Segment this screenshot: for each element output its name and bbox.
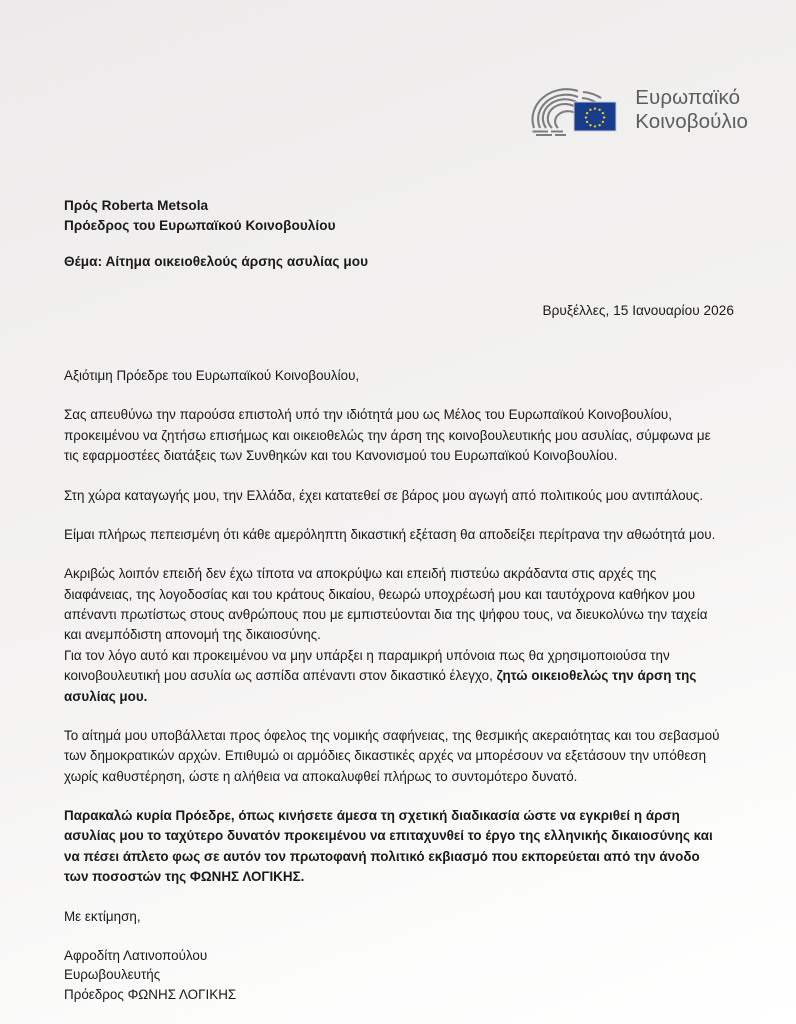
letter-body xyxy=(64,366,722,1004)
paragraph-2: Στη χώρα καταγωγής μου, την Ελλάδα, έχει κατατεθεί σε βάρος μου αγωγή από πολιτικούς μου αντιπάλους. xyxy=(64,487,704,503)
addressee-block xyxy=(64,196,336,237)
closing: Με εκτίμηση, xyxy=(64,908,141,924)
paragraph-5-emphasis: ζητώ οικειοθελώς την άρση της ασυλίας μου. xyxy=(64,668,697,704)
signature-role: Ευρωβουλευτής xyxy=(64,967,161,983)
paragraph-4: Ακριβώς λοιπόν επειδή δεν έχω τίποτα να αποκρύψω και επειδή πιστεύω ακράδαντα στις αρχές της διαφάνειας, της λογοδοσίας και του κράτους δικαίου, θεωρώ υποχρέωσή μου και ταυτόχρονα καθήκον μου απέναντι πρωτίστως στους ανθρώπους που με εμπιστεύονται δια της ψήφου τους, να διευκολύνω την ταχεία και ανεμπόδιστη απονομή της δικαιοσύνης. xyxy=(64,566,708,643)
paragraph-1: Σας απευθύνω την παρούσα επιστολή υπό την ιδιότητά μου ως Μέλος του Ευρωπαϊκού Κοινοβουλίου, προκειμένου να ζητήσω επισήμως και οικειοθελώς την άρση της κοινοβουλευτικής μου ασυλίας, σύμφωνα με τις εφαρμοστέες διατάξεις των Συνθηκών και του Κανονισμού του Ευρωπαϊκού Κοινοβουλίου. xyxy=(64,407,711,464)
signature-block xyxy=(64,946,722,1004)
signature-name: Αφροδίτη Λατινοπούλου xyxy=(64,947,208,963)
signature-title: Πρόεδρος ΦΩΝΗΣ ΛΟΓΙΚΗΣ xyxy=(64,986,237,1002)
paragraph-5-text: Για τον λόγο αυτό και προκειμένου να μην υπάρξει η παραμικρή υπόνοια πως θα χρησιμοποιούσα την κοινοβουλευτική μου ασυλία ως ασπίδα απέναντι στον δικαστικό έλεγχο, xyxy=(64,647,670,684)
wordmark-line-1: Ευρωπαϊκό xyxy=(635,86,741,110)
subject-line: Θέμα: Αίτημα οικειοθελούς άρσης ασυλίας μου xyxy=(64,254,369,269)
addressee-line-1: Πρός Roberta Metsola xyxy=(64,198,209,213)
salutation: Αξιότιμη Πρόεδρε του Ευρωπαϊκού Κοινοβουλίου, xyxy=(64,368,360,383)
paragraph-5 xyxy=(64,646,722,707)
addressee-line-2: Πρόεδρος του Ευρωπαϊκού Κοινοβουλίου xyxy=(64,218,336,234)
paragraph-3: Είμαι πλήρως πεπεισμένη ότι κάθε αμερόληπτη δικαστική εξέταση θα αποδείξει περίτρανα την αθωότητά μου. xyxy=(64,526,716,542)
paragraph-6: Το αίτημά μου υποβάλλεται προς όφελος της νομικής σαφήνειας, της θεσμικής ακεραιότητας και του σεβασμού των δημοκρατικών αρχών. Επιθυμώ οι αρμόδιες δικαστικές αρχές να μπορέσουν να εξετάσουν την υπόθεση χωρίς καθυστέρηση, ώστε η αλήθεια να αποκαλυφθεί πλήρως το συντομότερο δυνατό. xyxy=(64,727,720,784)
wordmark-line-2: Κοινοβούλιο xyxy=(635,110,748,133)
letterhead xyxy=(528,82,748,138)
european-parliament-emblem-icon xyxy=(528,82,624,138)
european-parliament-wordmark xyxy=(635,86,748,134)
paragraph-7: Παρακαλώ κυρία Πρόεδρε, όπως κινήσετε άμεσα τη σχετική διαδικασία ώστε να εγκριθεί η άρση ασυλίας μου το ταχύτερο δυνατόν προκειμένου να επιταχυνθεί το έργο της ελληνικής δικαιοσύνης και να πέσει άπλετο φως σε αυτόν τον πρωτοφανή πολιτικό εκβιασμό που εκπορεύεται από την άνοδο των ποσοστών της ΦΩΝΗΣ ΛΟΓΙΚΗΣ. xyxy=(64,808,713,885)
dateline: Βρυξέλλες, 15 Ιανουαρίου 2026 xyxy=(542,303,734,318)
